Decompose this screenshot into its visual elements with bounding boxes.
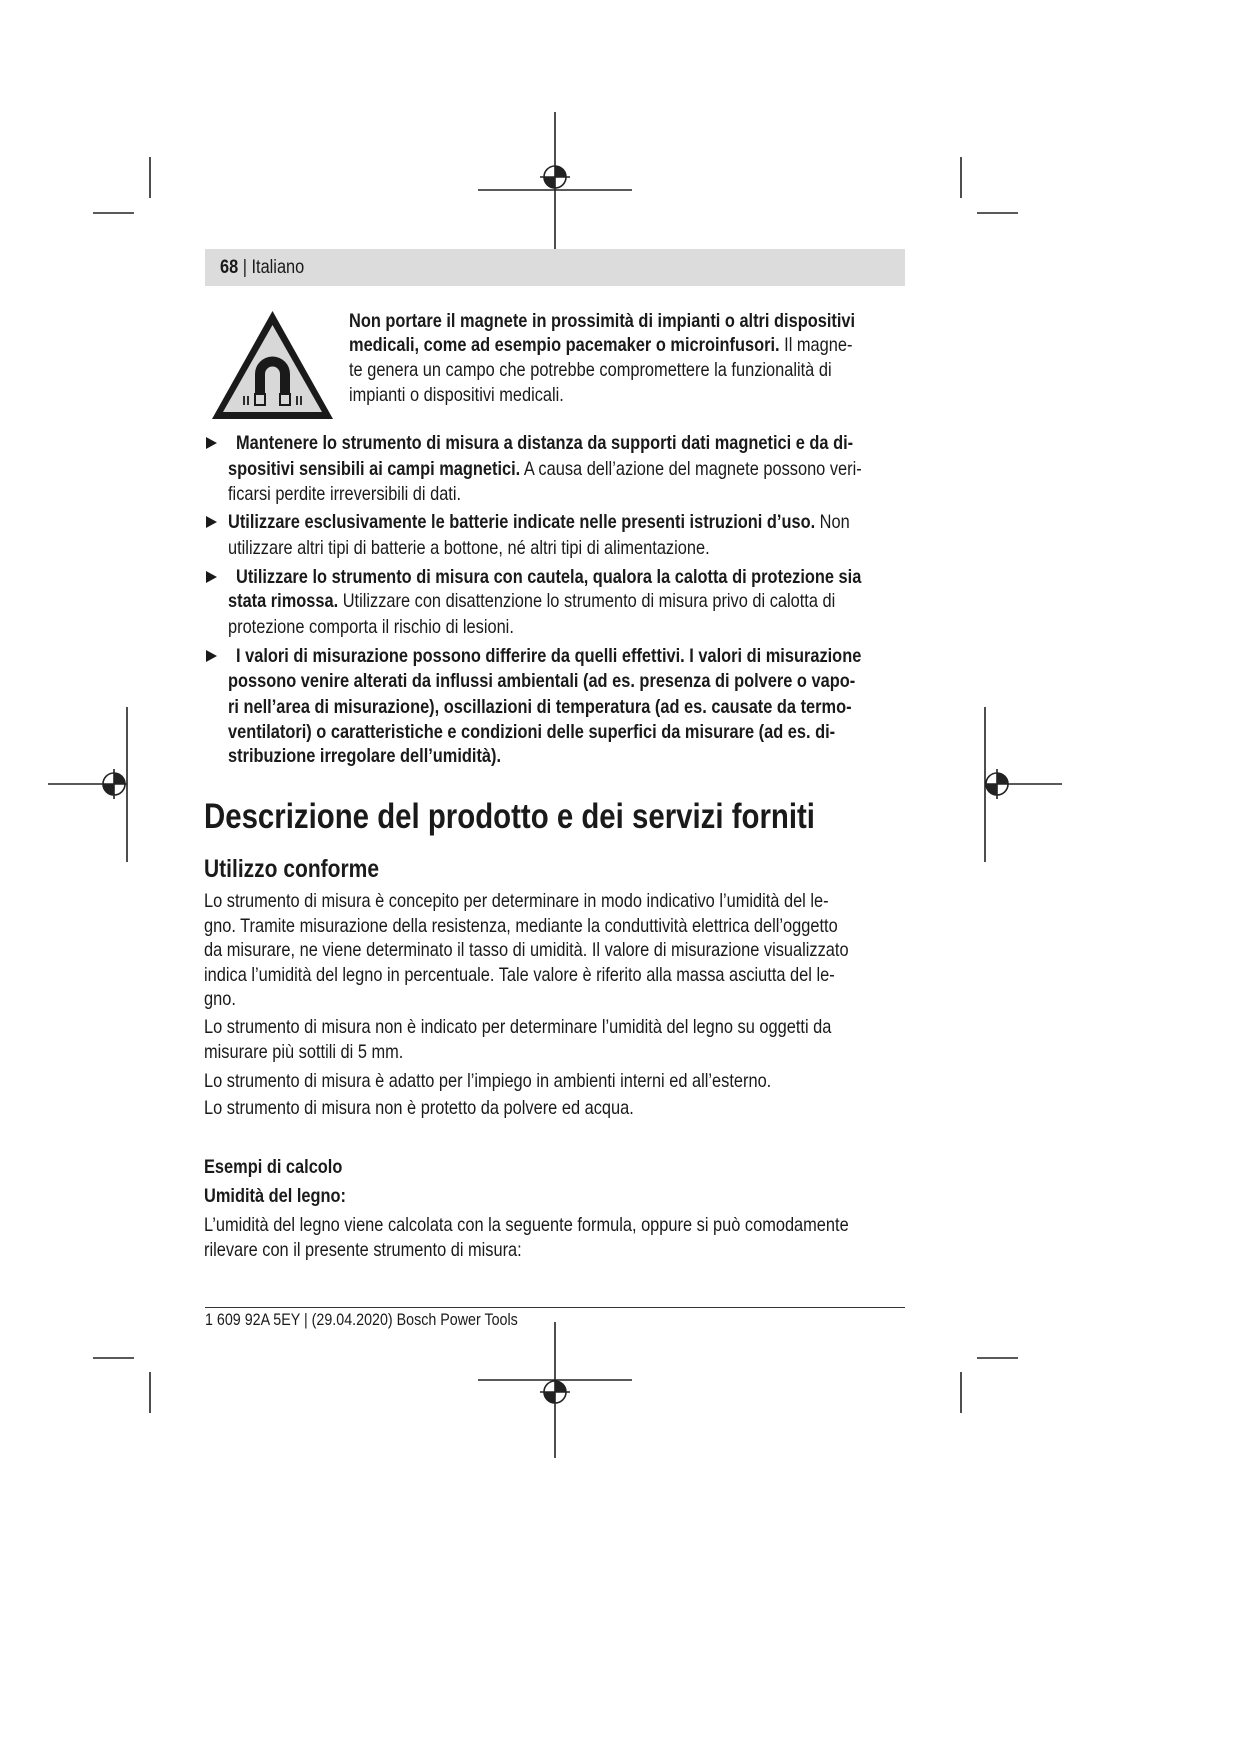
header-language: Italiano	[251, 257, 305, 278]
subsection-title: Utilizzo conforme	[204, 855, 380, 883]
footer-rule	[205, 1307, 905, 1308]
magnet-warning-icon	[209, 308, 336, 422]
page-footer: 1 609 92A 5EY | (29.04.2020) Bosch Power Tools	[205, 1310, 518, 1329]
page-number: 68	[220, 257, 239, 278]
bullet-arrow-icon	[206, 437, 217, 449]
examples-subtitle: Umidità del legno:	[204, 1185, 346, 1207]
bullet-arrow-icon	[206, 516, 217, 528]
examples-title: Esempi di calcolo	[204, 1156, 343, 1178]
section-title: Descrizione del prodotto e dei servizi forniti	[204, 797, 815, 836]
bullet-arrow-icon	[206, 650, 217, 662]
page-header	[205, 249, 905, 286]
bullet-arrow-icon	[206, 571, 217, 583]
header-separator: |	[242, 257, 247, 278]
